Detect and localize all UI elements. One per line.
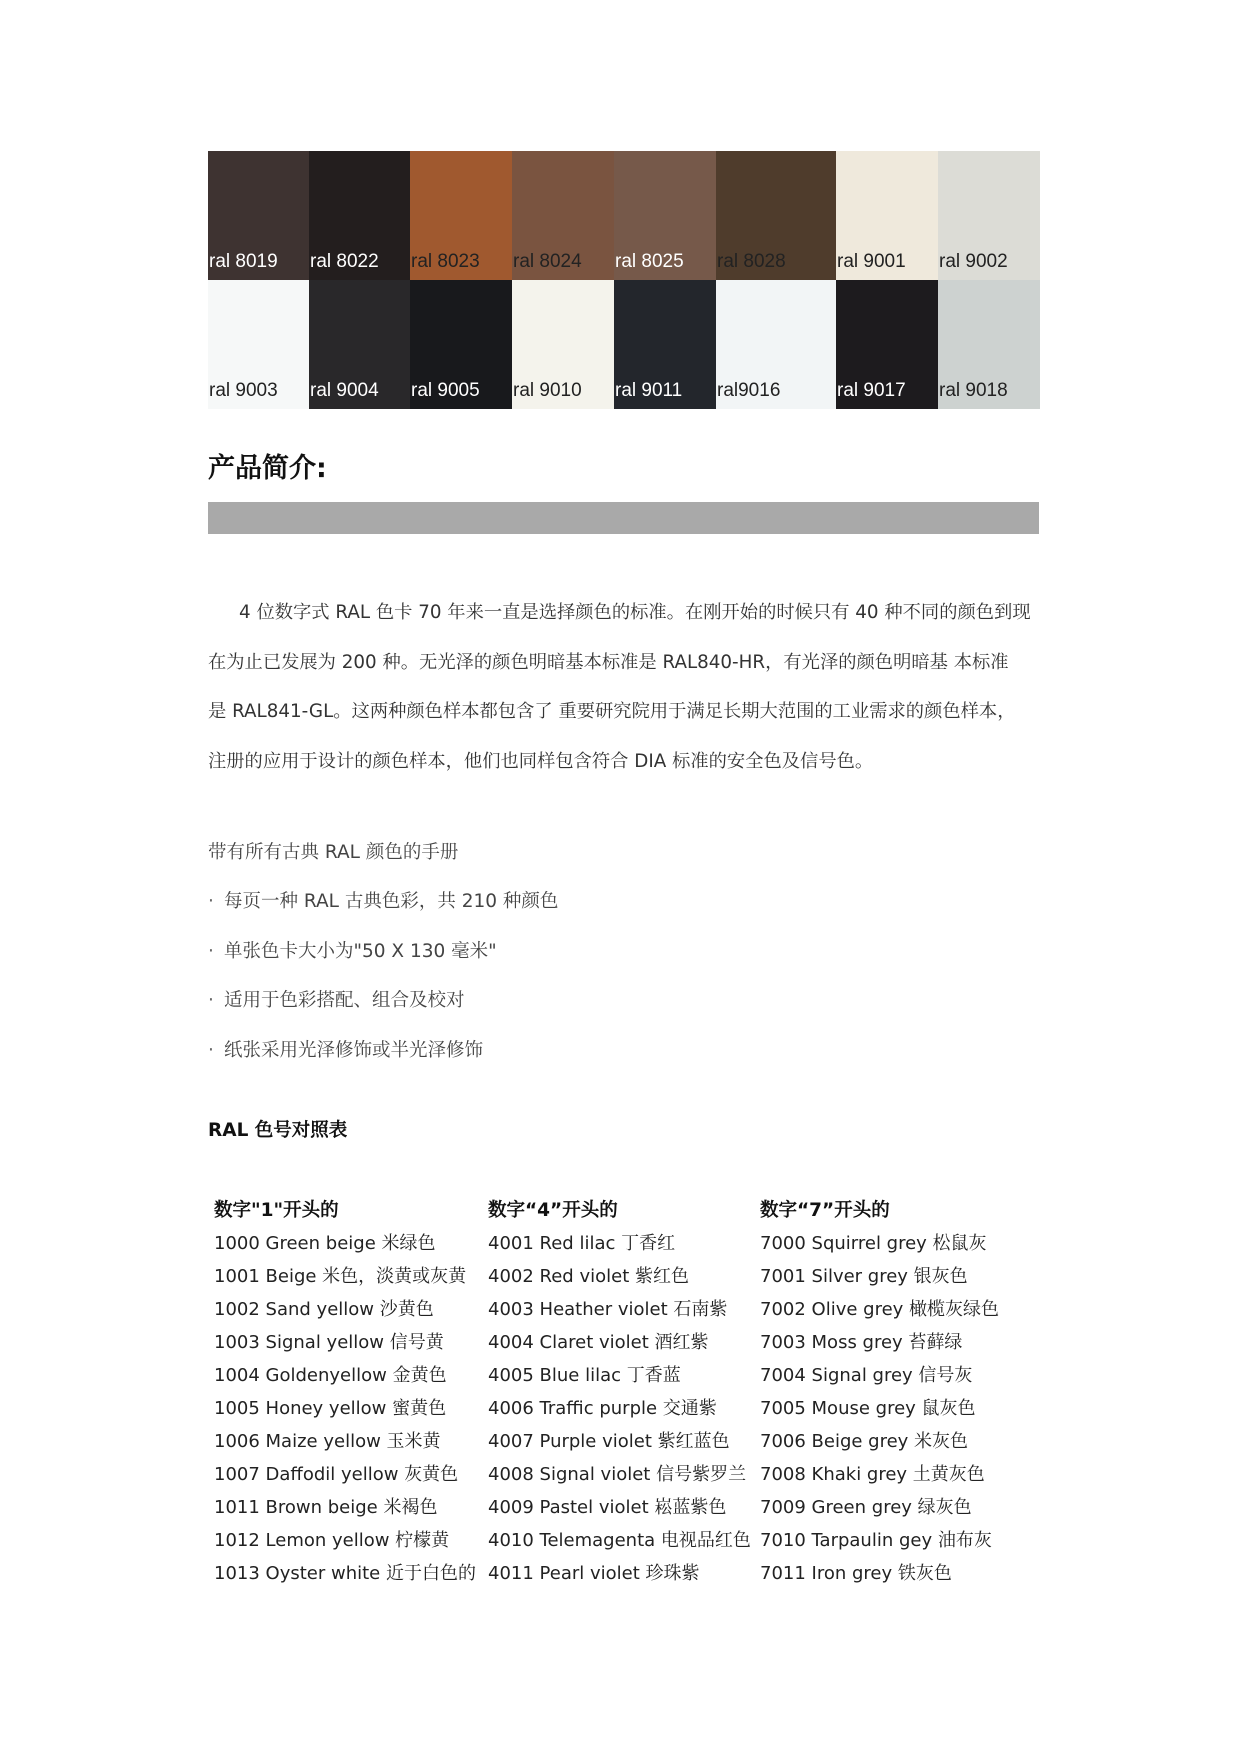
handbook-feature-list (208, 889, 558, 1087)
intro-line: 在为止已发展为 200 种。无光泽的颜色明暗基本标准是 RAL840-HR，有光泽的颜色明暗基 本标准 (208, 651, 1009, 673)
ral-code-table (214, 1194, 1040, 1590)
table-row: 1007 Daffodil yellow 灰黄色 (214, 1464, 459, 1485)
table-row: 7004 Signal grey 信号灰 (760, 1365, 973, 1386)
ral-table-title: RAL 色号对照表 (208, 1120, 348, 1141)
swatch-code-label: ral 9002 (939, 251, 1008, 272)
table-row: 4007 Purple violet 紫红蓝色 (488, 1431, 730, 1452)
swatch-code-label: ral 8022 (310, 251, 379, 272)
table-row: 7002 Olive grey 橄榄灰绿色 (760, 1299, 1000, 1320)
ral-column-header: 数字“7”开头的 (760, 1200, 890, 1221)
color-swatch (836, 151, 938, 280)
color-swatch (614, 151, 716, 280)
bullet-dot: · (208, 990, 214, 1011)
product-intro-heading: 产品简介: (208, 453, 327, 484)
handbook-title: 带有所有古典 RAL 颜色的手册 (208, 842, 459, 863)
table-row: 1002 Sand yellow 沙黄色 (214, 1299, 434, 1320)
table-row: 4008 Signal violet 信号紫罗兰 (488, 1464, 747, 1485)
table-row: 7011 Iron grey 铁灰色 (760, 1563, 952, 1584)
color-swatch (208, 151, 309, 280)
table-row: 4003 Heather violet 石南紫 (488, 1299, 728, 1320)
swatch-code-label: ral 9018 (939, 380, 1008, 401)
table-row: 7009 Green grey 绿灰色 (760, 1497, 972, 1518)
intro-line: 是 RAL841-GL。这两种颜色样本都包含了 重要研究院用于满足长期大范围的工业需求的颜色样本， (208, 701, 1016, 722)
list-item (208, 988, 558, 1038)
table-row: 7005 Mouse grey 鼠灰色 (760, 1398, 976, 1419)
table-row: 1005 Honey yellow 蜜黄色 (214, 1398, 447, 1419)
list-item (208, 939, 558, 989)
table-row: 7006 Beige grey 米灰色 (760, 1431, 969, 1452)
color-swatch (716, 280, 836, 409)
table-row: 4011 Pearl violet 珍珠紫 (488, 1563, 700, 1584)
color-swatch (410, 280, 512, 409)
intro-line: 注册的应用于设计的颜色样本，他们也同样包含符合 DIA 标准的安全色及信号色。 (208, 750, 874, 772)
list-item-text: 适用于色彩搭配、组合及校对 (224, 990, 465, 1011)
section-divider-bar (208, 502, 1039, 534)
color-swatch (208, 280, 309, 409)
color-swatch (309, 280, 410, 409)
table-row: 4010 Telemagenta 电视品红色 (488, 1530, 751, 1551)
swatch-code-label: ral 8019 (209, 251, 278, 272)
swatch-code-label: ral 9003 (209, 380, 278, 401)
table-row: 4006 Traffic purple 交通紫 (488, 1398, 717, 1419)
ral-color-swatch-grid (208, 151, 1044, 409)
swatch-code-label: ral 9010 (513, 380, 582, 401)
table-row: 1004 Goldenyellow 金黄色 (214, 1365, 447, 1386)
swatch-code-label: ral 9001 (837, 251, 906, 272)
list-item-text: 单张色卡大小为"50 X 130 毫米" (224, 940, 497, 962)
table-row: 4001 Red lilac 丁香红 (488, 1233, 676, 1254)
bullet-dot: · (208, 940, 214, 962)
color-swatch (716, 151, 836, 280)
bullet-dot: · (208, 891, 214, 912)
swatch-code-label: ral 9011 (615, 380, 683, 401)
ral-column (214, 1194, 488, 1590)
color-swatch (836, 280, 938, 409)
table-row: 1001 Beige 米色，淡黄或灰黄 (214, 1266, 467, 1287)
swatch-code-label: ral9016 (717, 380, 781, 401)
swatch-code-label: ral 8025 (615, 251, 684, 272)
color-swatch (512, 151, 614, 280)
intro-paragraph (208, 588, 1044, 786)
table-row: 1000 Green beige 米绿色 (214, 1233, 436, 1254)
intro-line: 4 位数字式 RAL 色卡 70 年来一直是选择颜色的标准。在刚开始的时候只有 40 种不同的颜色到现 (239, 602, 1031, 623)
color-swatch (309, 151, 410, 280)
swatch-code-label: ral 8023 (411, 251, 480, 272)
list-item (208, 889, 558, 939)
table-row: 1003 Signal yellow 信号黄 (214, 1332, 444, 1353)
ral-column (488, 1194, 760, 1590)
table-row: 4004 Claret violet 酒红紫 (488, 1332, 709, 1353)
list-item-text: 每页一种 RAL 古典色彩，共 210 种颜色 (224, 891, 559, 912)
list-item-text: 纸张采用光泽修饰或半光泽修饰 (224, 1039, 484, 1061)
list-item (208, 1038, 558, 1088)
table-row: 7003 Moss grey 苔藓绿 (760, 1332, 963, 1353)
swatch-code-label: ral 8028 (717, 251, 786, 272)
swatch-code-label: ral 9005 (411, 380, 480, 401)
table-row: 7008 Khaki grey 土黄灰色 (760, 1464, 985, 1485)
ral-column-header: 数字"1"开头的 (214, 1200, 339, 1221)
table-row: 7000 Squirrel grey 松鼠灰 (760, 1233, 987, 1254)
color-swatch (512, 280, 614, 409)
bullet-dot: · (208, 1039, 214, 1061)
table-row: 4002 Red violet 紫红色 (488, 1266, 689, 1287)
table-row: 1006 Maize yellow 玉米黄 (214, 1431, 441, 1452)
swatch-code-label: ral 9017 (837, 380, 906, 401)
color-swatch (614, 280, 716, 409)
table-row: 4005 Blue lilac 丁香蓝 (488, 1365, 681, 1386)
ral-column (760, 1194, 1040, 1590)
table-row: 1012 Lemon yellow 柠檬黄 (214, 1530, 450, 1551)
table-row: 7001 Silver grey 银灰色 (760, 1266, 968, 1287)
swatch-code-label: ral 9004 (310, 380, 379, 401)
swatch-code-label: ral 8024 (513, 251, 582, 272)
ral-column-header: 数字“4”开头的 (488, 1200, 618, 1221)
table-row: 1013 Oyster white 近于白色的 (214, 1563, 476, 1584)
color-swatch (938, 151, 1040, 280)
color-swatch (938, 280, 1040, 409)
table-row: 1011 Brown beige 米褐色 (214, 1497, 438, 1518)
color-swatch (410, 151, 512, 280)
table-row: 4009 Pastel violet 崧蓝紫色 (488, 1497, 727, 1518)
table-row: 7010 Tarpaulin gey 油布灰 (760, 1530, 992, 1551)
